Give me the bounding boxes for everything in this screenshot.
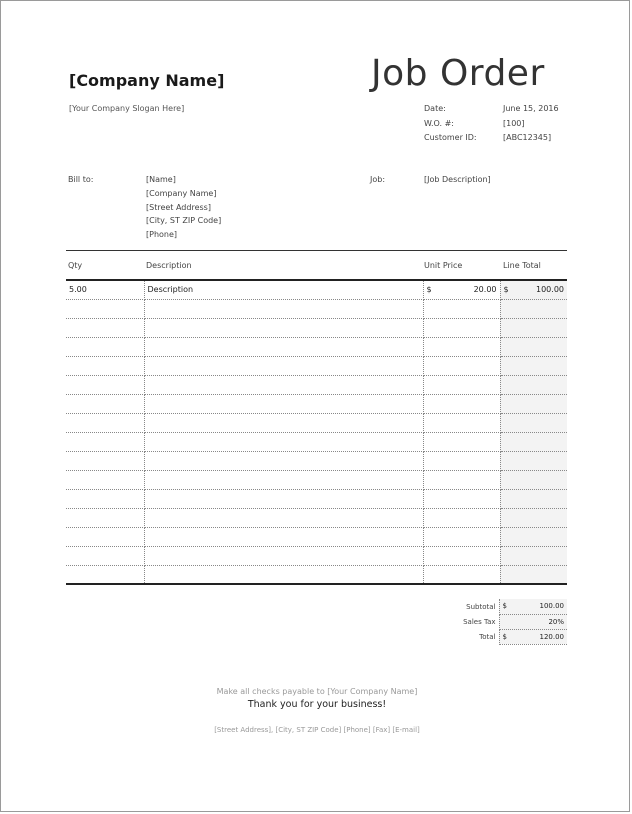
description-cell[interactable]: [144, 318, 423, 337]
table-row: [66, 318, 567, 337]
unit-price-cell[interactable]: [423, 432, 500, 451]
description-cell[interactable]: [144, 432, 423, 451]
line-total-cell: [500, 356, 567, 375]
unit-price-cell[interactable]: [423, 318, 500, 337]
description-cell[interactable]: [144, 394, 423, 413]
totals-table: [421, 599, 567, 645]
document-title: Job Order: [371, 53, 545, 94]
bill-to-label: Bill to:: [68, 175, 94, 184]
total-row: [421, 629, 567, 644]
unit-price-cell[interactable]: [423, 299, 500, 318]
line-total-cell: [500, 489, 567, 508]
qty-value: 5.00: [69, 285, 87, 295]
subtotal-label: Subtotal: [466, 602, 496, 611]
qty-cell[interactable]: [66, 432, 144, 451]
line-total-value: 100.00: [536, 285, 564, 295]
line-total-cell: [500, 413, 567, 432]
qty-cell[interactable]: [66, 489, 144, 508]
description-value: Description: [147, 285, 194, 295]
unit-price-cell[interactable]: [423, 356, 500, 375]
qty-cell[interactable]: [66, 527, 144, 546]
qty-cell[interactable]: [66, 375, 144, 394]
unit-price-cell[interactable]: [423, 337, 500, 356]
payment-note: Make all checks payable to [Your Company Name]: [216, 687, 418, 696]
subtotal-cell: [499, 599, 567, 614]
qty-cell[interactable]: [66, 546, 144, 565]
header-divider: [66, 250, 567, 251]
qty-cell[interactable]: [66, 451, 144, 470]
unit-price-cell[interactable]: [423, 527, 500, 546]
description-cell[interactable]: [144, 299, 423, 318]
unit-price-cell[interactable]: [423, 546, 500, 565]
table-row: [66, 337, 567, 356]
bill-to-phone: [Phone]: [146, 230, 178, 239]
description-cell[interactable]: [144, 546, 423, 565]
qty-cell[interactable]: [66, 470, 144, 489]
unit-price-cell[interactable]: [423, 451, 500, 470]
line-total-cell: [500, 527, 567, 546]
line-total-cell: [500, 337, 567, 356]
table-row: [66, 565, 567, 584]
unit-price-cell[interactable]: [423, 565, 500, 584]
line-total-cell: [500, 565, 567, 584]
description-cell[interactable]: [144, 451, 423, 470]
wo-number-label: W.O. #:: [424, 119, 454, 128]
subtotal-value: 100.00: [539, 602, 564, 611]
total-value: 120.00: [539, 632, 564, 641]
table-row: [66, 299, 567, 318]
unit-price-cell[interactable]: [423, 413, 500, 432]
qty-cell[interactable]: [66, 299, 144, 318]
unit-price-cell[interactable]: [423, 470, 500, 489]
footer-contact-info: [Street Address], [City, ST ZIP Code] [Phone] [Fax] [E-mail]: [214, 726, 420, 734]
description-cell[interactable]: [144, 527, 423, 546]
table-row: [66, 394, 567, 413]
job-label: Job:: [370, 175, 386, 184]
unit-price-cell[interactable]: [423, 280, 500, 299]
sales-tax-label: Sales Tax: [463, 617, 496, 626]
customer-id-label: Customer ID:: [424, 133, 477, 142]
bill-to-company: [Company Name]: [146, 189, 217, 198]
unit-price-value: 20.00: [473, 285, 497, 295]
sales-tax-value: 20%: [548, 617, 564, 626]
description-cell[interactable]: [144, 508, 423, 527]
column-header-qty: Qty: [68, 261, 83, 270]
wo-number-value: [100]: [503, 119, 525, 128]
qty-cell[interactable]: [66, 318, 144, 337]
qty-cell[interactable]: [66, 356, 144, 375]
table-row: [66, 470, 567, 489]
description-cell[interactable]: [144, 470, 423, 489]
description-cell[interactable]: [144, 413, 423, 432]
line-total-cell: [500, 470, 567, 489]
description-cell[interactable]: [144, 565, 423, 584]
sales-tax-row: [421, 614, 567, 629]
table-row: [66, 451, 567, 470]
job-description: [Job Description]: [424, 175, 491, 184]
qty-cell[interactable]: [66, 508, 144, 527]
currency-symbol: $: [426, 285, 432, 295]
line-total-cell: [500, 318, 567, 337]
currency-symbol: $: [502, 632, 507, 641]
description-cell[interactable]: [144, 356, 423, 375]
qty-cell[interactable]: [66, 280, 144, 299]
date-value: June 15, 2016: [503, 104, 559, 113]
line-total-cell: [500, 432, 567, 451]
currency-symbol: $: [502, 602, 507, 611]
total-label: Total: [479, 632, 496, 641]
line-total-cell: [500, 375, 567, 394]
unit-price-cell[interactable]: [423, 375, 500, 394]
table-row: [66, 356, 567, 375]
qty-cell[interactable]: [66, 337, 144, 356]
date-label: Date:: [424, 104, 446, 113]
table-row: [66, 546, 567, 565]
column-header-unit-price: Unit Price: [424, 261, 463, 270]
line-total-cell: [500, 394, 567, 413]
subtotal-row: [421, 599, 567, 614]
column-header-description: Description: [146, 261, 192, 270]
line-items-table: [66, 279, 567, 585]
table-row: [66, 489, 567, 508]
currency-symbol: $: [503, 285, 509, 295]
qty-cell[interactable]: [66, 413, 144, 432]
qty-cell[interactable]: [66, 565, 144, 584]
bill-to-city: [City, ST ZIP Code]: [146, 216, 222, 225]
description-cell[interactable]: [144, 489, 423, 508]
line-total-cell: [500, 280, 567, 299]
bill-to-street: [Street Address]: [146, 203, 211, 212]
line-total-cell: [500, 299, 567, 318]
table-row: [66, 280, 567, 299]
table-row: [66, 508, 567, 527]
line-total-cell: [500, 546, 567, 565]
total-cell: [499, 629, 567, 644]
line-total-cell: [500, 451, 567, 470]
customer-id-value: [ABC12345]: [503, 133, 552, 142]
qty-cell[interactable]: [66, 394, 144, 413]
description-cell[interactable]: [144, 337, 423, 356]
company-slogan: [Your Company Slogan Here]: [69, 104, 185, 113]
thank-you-message: Thank you for your business!: [247, 699, 387, 710]
bill-to-name: [Name]: [146, 175, 176, 184]
description-cell[interactable]: [144, 375, 423, 394]
table-row: [66, 432, 567, 451]
column-header-line-total: Line Total: [503, 261, 541, 270]
unit-price-cell[interactable]: [423, 394, 500, 413]
unit-price-cell[interactable]: [423, 508, 500, 527]
table-row: [66, 413, 567, 432]
company-name: [Company Name]: [69, 71, 225, 90]
table-row: [66, 375, 567, 394]
table-row: [66, 527, 567, 546]
sales-tax-cell[interactable]: [499, 614, 567, 629]
unit-price-cell[interactable]: [423, 489, 500, 508]
line-total-cell: [500, 508, 567, 527]
description-cell[interactable]: [144, 280, 423, 299]
